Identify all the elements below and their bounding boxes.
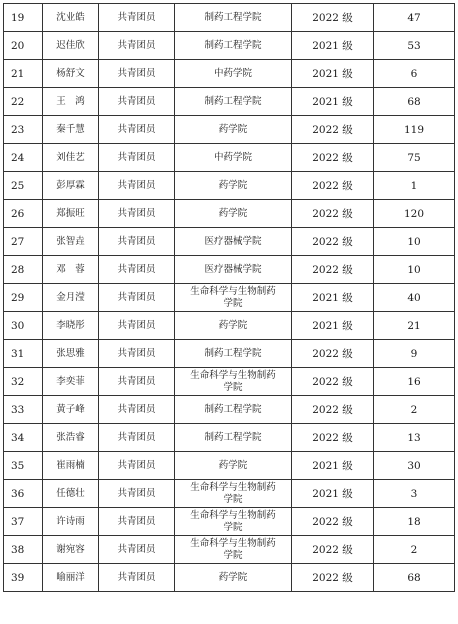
college-cell: 药学院 [175,200,292,228]
college-cell: 中药学院 [175,60,292,88]
name-cell: 邓 蓉 [43,256,99,284]
grade-cell: 2022 级 [292,172,374,200]
name-cell: 张思雅 [43,340,99,368]
table-row [4,256,455,284]
row-number-cell: 37 [4,508,43,536]
name-cell: 郑振旺 [43,200,99,228]
count-cell: 1 [374,172,455,200]
name-cell: 许诗雨 [43,508,99,536]
college-cell: 制药工程学院 [175,424,292,452]
college-cell: 药学院 [175,116,292,144]
count-cell: 3 [374,480,455,508]
grade-cell: 2022 级 [292,508,374,536]
grade-cell: 2022 级 [292,340,374,368]
count-cell: 13 [374,424,455,452]
table-row [4,312,455,340]
row-number-cell: 32 [4,368,43,396]
table-row [4,480,455,508]
political-status-cell: 共青团员 [99,60,175,88]
row-number-cell: 30 [4,312,43,340]
roster-table-body [4,4,455,592]
political-status-cell: 共青团员 [99,340,175,368]
political-status-cell: 共青团员 [99,480,175,508]
table-row [4,116,455,144]
grade-cell: 2022 级 [292,116,374,144]
count-cell: 68 [374,564,455,592]
grade-cell: 2022 级 [292,368,374,396]
college-cell: 制药工程学院 [175,4,292,32]
name-cell: 王 鸿 [43,88,99,116]
row-number-cell: 21 [4,60,43,88]
count-cell: 10 [374,256,455,284]
political-status-cell: 共青团员 [99,4,175,32]
count-cell: 53 [374,32,455,60]
count-cell: 21 [374,312,455,340]
college-cell: 生命科学与生物制药学院 [175,536,292,564]
count-cell: 47 [374,4,455,32]
grade-cell: 2021 级 [292,32,374,60]
row-number-cell: 39 [4,564,43,592]
count-cell: 75 [374,144,455,172]
table-row [4,396,455,424]
grade-cell: 2021 级 [292,88,374,116]
count-cell: 6 [374,60,455,88]
name-cell: 刘佳艺 [43,144,99,172]
grade-cell: 2022 级 [292,228,374,256]
count-cell: 120 [374,200,455,228]
count-cell: 2 [374,536,455,564]
row-number-cell: 38 [4,536,43,564]
count-cell: 10 [374,228,455,256]
college-cell: 制药工程学院 [175,88,292,116]
college-cell: 医疗器械学院 [175,228,292,256]
row-number-cell: 36 [4,480,43,508]
table-row [4,88,455,116]
grade-cell: 2021 级 [292,312,374,340]
row-number-cell: 34 [4,424,43,452]
name-cell: 李晓彤 [43,312,99,340]
document-page [3,3,454,592]
political-status-cell: 共青团员 [99,536,175,564]
count-cell: 119 [374,116,455,144]
name-cell: 李奕菲 [43,368,99,396]
college-cell: 医疗器械学院 [175,256,292,284]
grade-cell: 2022 级 [292,564,374,592]
grade-cell: 2021 级 [292,480,374,508]
row-number-cell: 29 [4,284,43,312]
college-cell: 制药工程学院 [175,32,292,60]
political-status-cell: 共青团员 [99,116,175,144]
row-number-cell: 35 [4,452,43,480]
name-cell: 张浩睿 [43,424,99,452]
table-row [4,536,455,564]
grade-cell: 2022 级 [292,4,374,32]
name-cell: 崔雨楠 [43,452,99,480]
name-cell: 黄子峰 [43,396,99,424]
political-status-cell: 共青团员 [99,144,175,172]
grade-cell: 2021 级 [292,452,374,480]
name-cell: 金月滢 [43,284,99,312]
row-number-cell: 19 [4,4,43,32]
political-status-cell: 共青团员 [99,172,175,200]
political-status-cell: 共青团员 [99,424,175,452]
name-cell: 杨舒文 [43,60,99,88]
count-cell: 16 [374,368,455,396]
college-cell: 生命科学与生物制药学院 [175,480,292,508]
political-status-cell: 共青团员 [99,312,175,340]
row-number-cell: 33 [4,396,43,424]
grade-cell: 2022 级 [292,424,374,452]
college-cell: 制药工程学院 [175,340,292,368]
college-cell: 药学院 [175,452,292,480]
row-number-cell: 26 [4,200,43,228]
college-cell: 生命科学与生物制药学院 [175,368,292,396]
roster-table [3,3,455,592]
college-cell: 药学院 [175,564,292,592]
count-cell: 68 [374,88,455,116]
grade-cell: 2022 级 [292,536,374,564]
grade-cell: 2022 级 [292,396,374,424]
political-status-cell: 共青团员 [99,564,175,592]
table-row [4,368,455,396]
table-row [4,424,455,452]
table-row [4,228,455,256]
political-status-cell: 共青团员 [99,200,175,228]
count-cell: 30 [374,452,455,480]
political-status-cell: 共青团员 [99,32,175,60]
row-number-cell: 23 [4,116,43,144]
row-number-cell: 31 [4,340,43,368]
table-row [4,172,455,200]
college-cell: 生命科学与生物制药学院 [175,284,292,312]
row-number-cell: 27 [4,228,43,256]
table-row [4,564,455,592]
count-cell: 18 [374,508,455,536]
table-row [4,4,455,32]
college-cell: 生命科学与生物制药学院 [175,508,292,536]
political-status-cell: 共青团员 [99,88,175,116]
row-number-cell: 20 [4,32,43,60]
name-cell: 谢宛容 [43,536,99,564]
name-cell: 张智垚 [43,228,99,256]
row-number-cell: 22 [4,88,43,116]
count-cell: 9 [374,340,455,368]
count-cell: 2 [374,396,455,424]
name-cell: 喻丽洋 [43,564,99,592]
political-status-cell: 共青团员 [99,368,175,396]
table-row [4,60,455,88]
grade-cell: 2021 级 [292,60,374,88]
table-row [4,508,455,536]
table-row [4,284,455,312]
name-cell: 彭厚霖 [43,172,99,200]
college-cell: 中药学院 [175,144,292,172]
table-row [4,340,455,368]
political-status-cell: 共青团员 [99,284,175,312]
name-cell: 秦千慧 [43,116,99,144]
name-cell: 迟佳欣 [43,32,99,60]
row-number-cell: 25 [4,172,43,200]
grade-cell: 2021 级 [292,284,374,312]
row-number-cell: 24 [4,144,43,172]
grade-cell: 2022 级 [292,200,374,228]
political-status-cell: 共青团员 [99,228,175,256]
grade-cell: 2022 级 [292,144,374,172]
college-cell: 药学院 [175,312,292,340]
name-cell: 任德壮 [43,480,99,508]
political-status-cell: 共青团员 [99,396,175,424]
count-cell: 40 [374,284,455,312]
name-cell: 沈业皓 [43,4,99,32]
table-row [4,144,455,172]
political-status-cell: 共青团员 [99,452,175,480]
college-cell: 制药工程学院 [175,396,292,424]
political-status-cell: 共青团员 [99,508,175,536]
political-status-cell: 共青团员 [99,256,175,284]
table-row [4,200,455,228]
row-number-cell: 28 [4,256,43,284]
table-row [4,452,455,480]
college-cell: 药学院 [175,172,292,200]
table-row [4,32,455,60]
grade-cell: 2022 级 [292,256,374,284]
